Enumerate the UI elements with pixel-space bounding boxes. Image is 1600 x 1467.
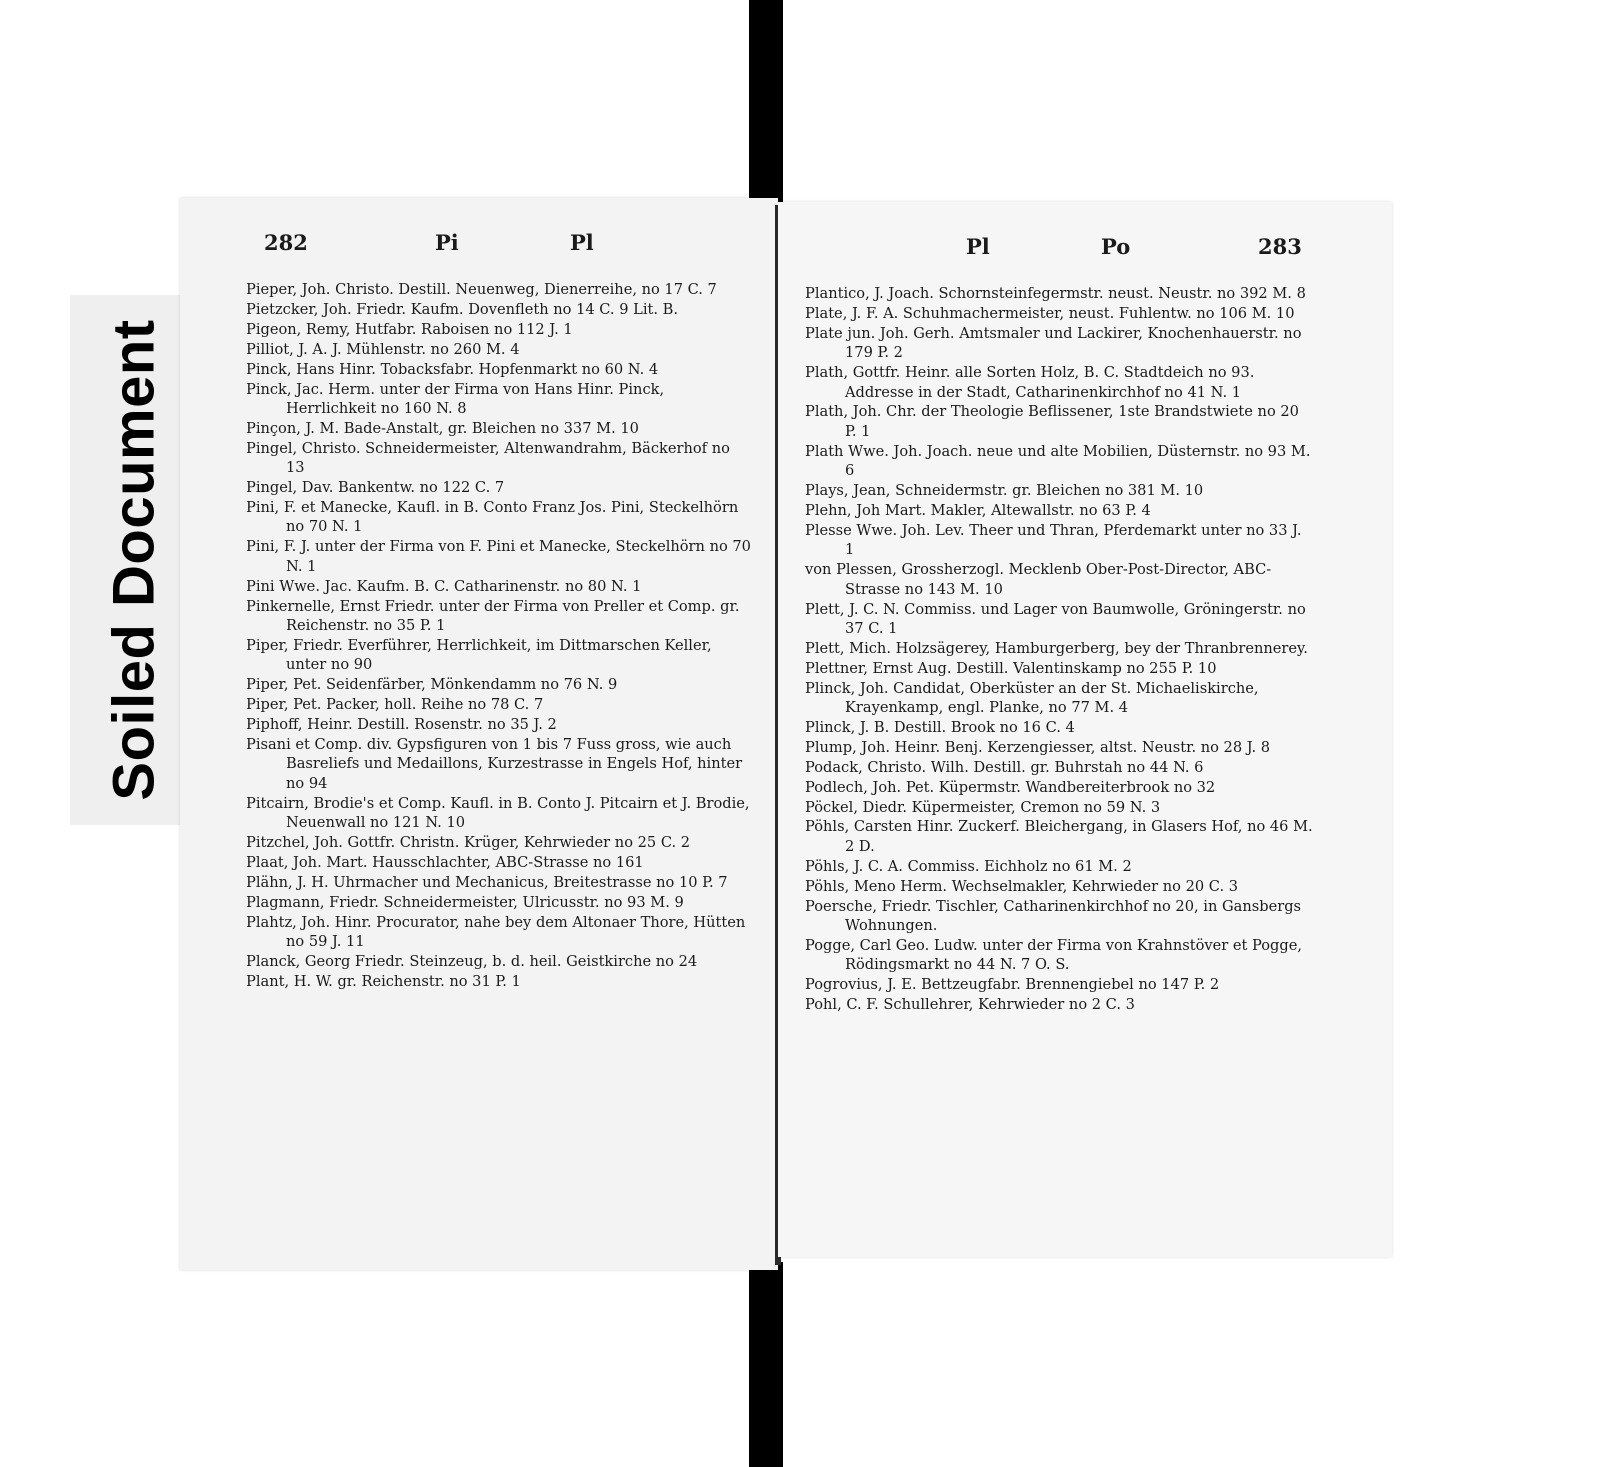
directory-entry: Plett, Mich. Holzsägerey, Hamburgerberg, bey der Thranbrennerey.	[805, 639, 1308, 657]
directory-entry: Pogge, Carl Geo. Ludw. unter der Firma von Krahnstöver et Pogge, Rödingsmarkt no 44 N. 7 O. S.	[805, 936, 1302, 974]
directory-entry: Pinkernelle, Ernst Friedr. unter der Firma von Preller et Comp. gr. Reichenstr. no 35 P. 1	[246, 597, 740, 634]
directory-entry: Pini, F. J. unter der Firma von F. Pini et Manecke, Steckelhörn no 70 N. 1	[246, 538, 751, 575]
directory-entry: Pitcairn, Brodie's et Comp. Kaufl. in B. Conto J. Pitcairn et J. Brodie, Neuenwall no 121 N. 10	[246, 794, 750, 831]
running-head-first: Pl	[966, 234, 990, 259]
directory-entry: Plump, Joh. Heinr. Benj. Kerzengiesser, altst. Neustr. no 28 J. 8	[805, 738, 1271, 756]
directory-entry: Pogrovius, J. E. Bettzeugfabr. Brennengiebel no 147 P. 2	[805, 976, 1220, 994]
directory-entry: Plettner, Ernst Aug. Destill. Valentinskamp no 255 P. 10	[805, 659, 1217, 677]
directory-entry: Plaat, Joh. Mart. Hausschlachter, ABC-Strasse no 161	[246, 853, 644, 871]
directory-entry: Plahtz, Joh. Hinr. Procurator, nahe bey dem Altonaer Thore, Hütten no 59 J. 11	[246, 913, 746, 950]
directory-entry: Piper, Pet. Packer, holl. Reihe no 78 C. 7	[246, 696, 544, 714]
directory-entry: Pinck, Jac. Herm. unter der Firma von Hans Hinr. Pinck, Herrlichkeit no 160 N. 8	[246, 380, 665, 417]
directory-entry: Piper, Friedr. Everführer, Herrlichkeit, im Dittmarschen Keller, unter no 90	[246, 636, 712, 674]
directory-entry: Pohl, C. F. Schullehrer, Kehrwieder no 2 C. 3	[805, 996, 1135, 1014]
directory-entry: Pöhls, Carsten Hinr. Zuckerf. Bleichergang, in Glasers Hof, no 46 M. 2 D.	[805, 818, 1313, 855]
directory-entry: Plays, Jean, Schneidermstr. gr. Bleichen no 381 M. 10	[805, 482, 1204, 500]
directory-entry: Pigeon, Remy, Hutfabr. Raboisen no 112 J. 1	[246, 320, 573, 338]
directory-entry: Pini Wwe. Jac. Kaufm. B. C. Catharinenstr. no 80 N. 1	[246, 577, 642, 595]
right-page	[778, 202, 1392, 1257]
directory-entry: Pietzcker, Joh. Friedr. Kaufm. Dovenfleth no 14 C. 9 Lit. B.	[246, 300, 678, 318]
running-head-last: Pl	[570, 230, 594, 255]
directory-entry: Pinçon, J. M. Bade-Anstalt, gr. Bleichen no 337 M. 10	[246, 419, 639, 437]
directory-entry: Plesse Wwe. Joh. Lev. Theer und Thran, Pferdemarkt unter no 33 J. 1	[805, 521, 1302, 559]
stamp-label: Soiled Document	[101, 319, 167, 801]
directory-entry: Plath, Gottfr. Heinr. alle Sorten Holz, B. C. Stadtdeich no 93. Addresse in der Stadt, Catharinenkirchhof no 41 N. 1	[805, 364, 1255, 401]
running-head-last: Po	[1101, 234, 1131, 259]
directory-entry: Pilliot, J. A. J. Mühlenstr. no 260 M. 4	[246, 340, 520, 358]
directory-entry: Pöckel, Diedr. Küpermeister, Cremon no 59 N. 3	[805, 798, 1161, 816]
directory-entry: Plinck, Joh. Candidat, Oberküster an der St. Michaeliskirche, Krayenkamp, engl. Planke, no 77 M. 4	[805, 679, 1259, 717]
directory-entry: Pingel, Christo. Schneidermeister, Altenwandrahm, Bäckerhof no 13	[246, 439, 730, 477]
directory-entry: Pöhls, J. C. A. Commiss. Eichholz no 61 M. 2	[805, 857, 1132, 875]
left-page-header	[180, 230, 778, 266]
directory-entry: Pini, F. et Manecke, Kaufl. in B. Conto Franz Jos. Pini, Steckelhörn no 70 N. 1	[246, 498, 739, 536]
page-number: 282	[264, 230, 308, 255]
directory-entry: Podack, Christo. Wilh. Destill. gr. Buhrstah no 44 N. 6	[805, 758, 1204, 776]
running-head-first: Pi	[435, 230, 459, 255]
directory-entry: Pisani et Comp. div. Gypsfiguren von 1 bis 7 Fuss gross, wie auch Basreliefs und Medaillons, Kurzestrasse in Engels Hof, hinter no 94	[246, 735, 743, 792]
scanner-clip-top	[749, 0, 783, 212]
directory-entry: Planck, Georg Friedr. Steinzeug, b. d. heil. Geistkirche no 24	[246, 952, 698, 970]
directory-entry: Piphoff, Heinr. Destill. Rosenstr. no 35 J. 2	[246, 715, 557, 733]
directory-entry: Poersche, Friedr. Tischler, Catharinenkirchhof no 20, in Gansbergs Wohnungen.	[805, 897, 1302, 934]
directory-entry: Plate, J. F. A. Schuhmachermeister, neust. Fuhlentw. no 106 M. 10	[805, 304, 1295, 322]
page-number: 283	[1258, 234, 1302, 259]
directory-entry: Pöhls, Meno Herm. Wechselmakler, Kehrwieder no 20 C. 3	[805, 877, 1239, 895]
directory-entry: Plähn, J. H. Uhrmacher und Mechanicus, Breitestrasse no 10 P. 7	[246, 873, 728, 891]
directory-entry: von Plessen, Grossherzogl. Mecklenb Ober-Post-Director, ABC-Strasse no 143 M. 10	[805, 561, 1272, 598]
directory-entry: Plath Wwe. Joh. Joach. neue und alte Mobilien, Düsternstr. no 93 M. 6	[805, 442, 1311, 480]
directory-entry: Plinck, J. B. Destill. Brook no 16 C. 4	[805, 718, 1075, 736]
directory-entry: Piper, Pet. Seidenfärber, Mönkendamm no 76 N. 9	[246, 676, 618, 694]
directory-entry: Plath, Joh. Chr. der Theologie Beflissener, 1ste Brandstwiete no 20 P. 1	[805, 403, 1299, 440]
directory-entry: Pinck, Hans Hinr. Tobacksfabr. Hopfenmarkt no 60 N. 4	[246, 360, 659, 378]
directory-entry-list	[805, 284, 1315, 1015]
directory-entry: Plate jun. Joh. Gerh. Amtsmaler und Lackirer, Knochenhauerstr. no 179 P. 2	[805, 324, 1302, 362]
directory-entry: Plehn, Joh Mart. Makler, Altewallstr. no 63 P. 4	[805, 501, 1151, 519]
directory-entry: Plantico, J. Joach. Schornsteinfegermstr. neust. Neustr. no 392 M. 8	[805, 285, 1306, 302]
left-page	[180, 198, 778, 1270]
directory-entry: Plagmann, Friedr. Schneidermeister, Ulricusstr. no 93 M. 9	[246, 893, 684, 911]
directory-entry: Pingel, Dav. Bankentw. no 122 C. 7	[246, 479, 505, 497]
directory-entry: Plett, J. C. N. Commiss. und Lager von Baumwolle, Gröningerstr. no 37 C. 1	[805, 600, 1306, 637]
directory-entry: Plant, H. W. gr. Reichenstr. no 31 P. 1	[246, 972, 521, 990]
scanner-clip-bottom	[749, 1262, 783, 1467]
right-page-header	[778, 234, 1392, 270]
directory-entry: Pieper, Joh. Christo. Destill. Neuenweg, Dienerreihe, no 17 C. 7	[246, 281, 717, 298]
directory-entry-list	[246, 280, 751, 992]
directory-entry: Pitzchel, Joh. Gottfr. Christn. Krüger, Kehrwieder no 25 C. 2	[246, 833, 691, 851]
directory-entry: Podlech, Joh. Pet. Küpermstr. Wandbereiterbrook no 32	[805, 778, 1216, 796]
